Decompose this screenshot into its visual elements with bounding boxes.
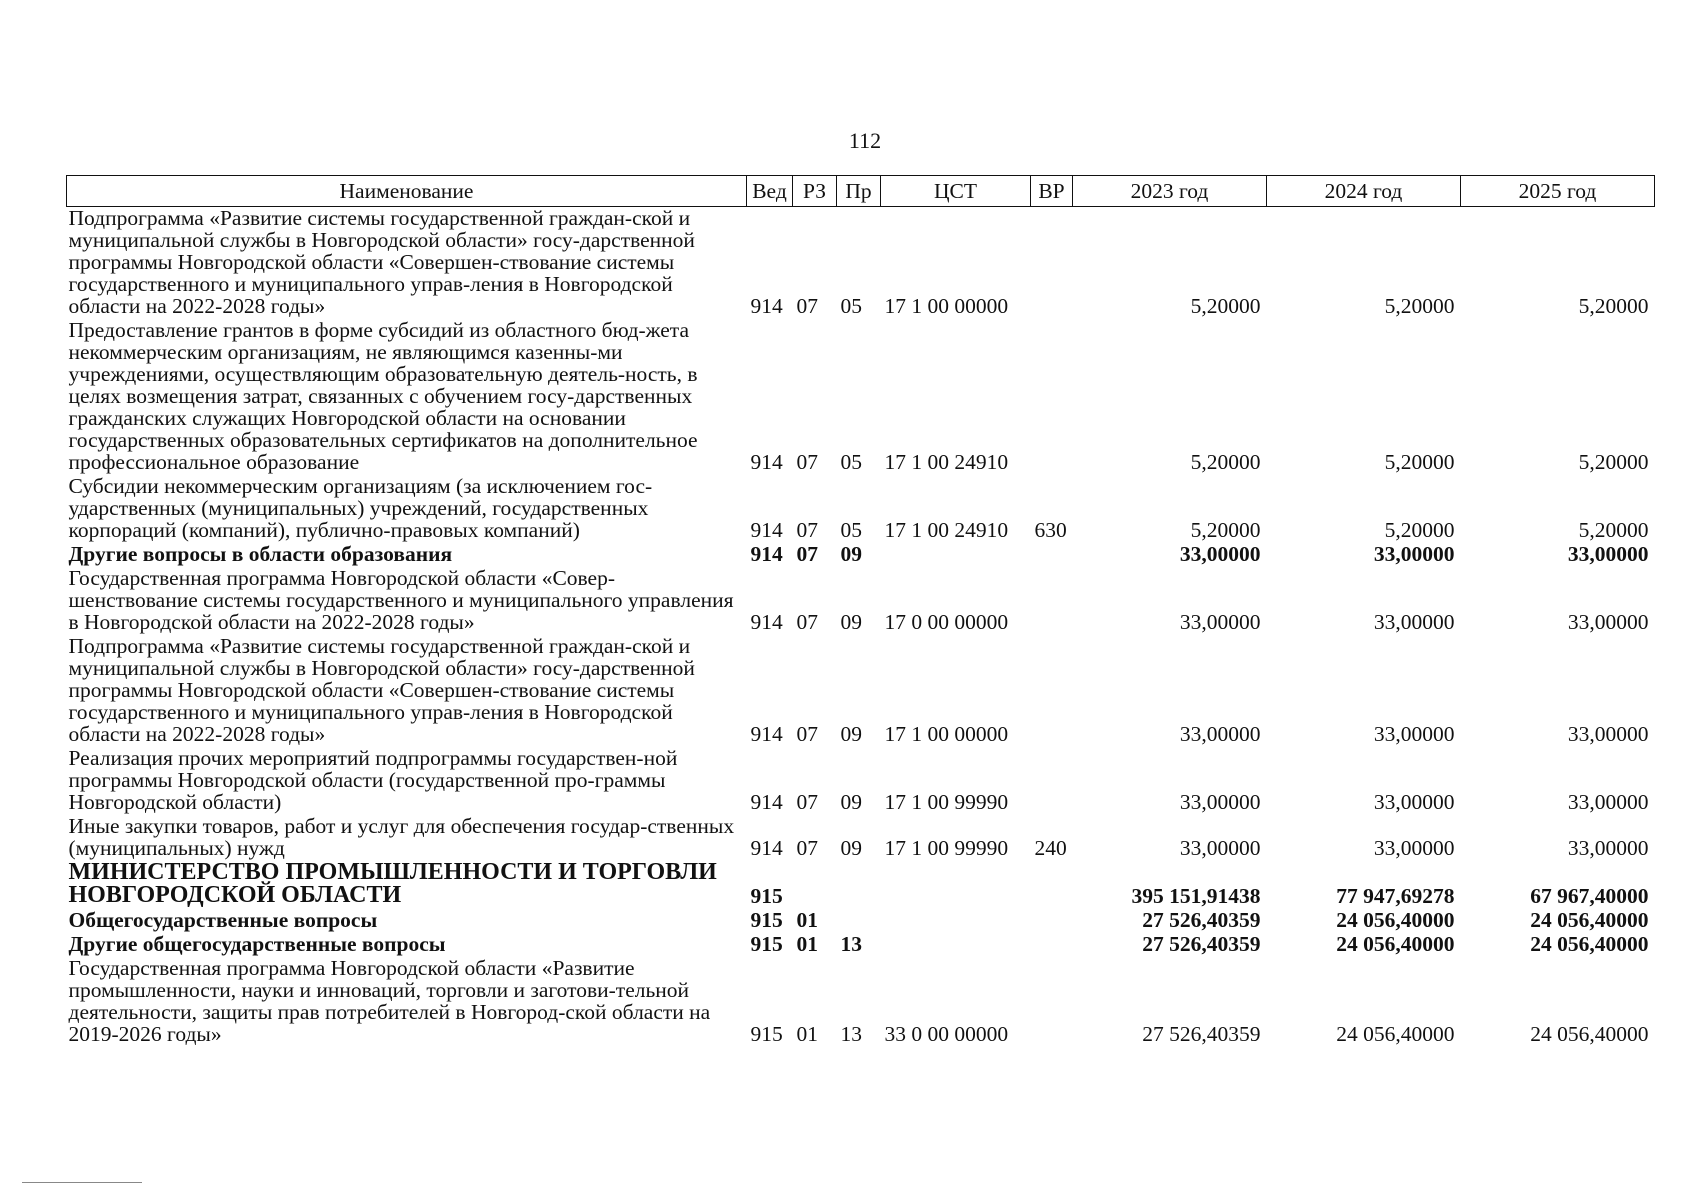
table-row	[67, 635, 1655, 747]
row-rz: 07	[796, 542, 818, 566]
row-vr	[1031, 957, 1073, 1047]
row-value-2023: 33,00000	[1179, 836, 1261, 860]
row-value-2025: 24 056,40000	[1530, 908, 1649, 932]
row-pr: 13	[840, 1022, 862, 1046]
header-2024: 2024 год	[1267, 176, 1461, 207]
row-vr: 630	[1034, 518, 1067, 542]
row-name: Субсидии некоммерческим организациям (за исключением гос-ударственных (муниципальных) учреждений, государственных корпораций (компаний), публично-правовых компаний)	[68, 474, 653, 542]
row-value-2024: 33,00000	[1373, 722, 1455, 746]
table-row	[67, 475, 1655, 543]
table-row	[67, 861, 1655, 909]
row-rz	[793, 861, 837, 909]
row-pr	[837, 909, 881, 933]
row-value-2023: 33,00000	[1179, 610, 1261, 634]
row-name: Предоставление грантов в форме субсидий из областного бюд-жета некоммерческим организациям, не являющимся казенны-ми учреждениями, осуществляющим образовательную деятель-ность, в целях возмещения затрат, связанных с обучением госу-дарственных гражданских служащих Новгородской области на основании государственных образовательных сертификатов на дополнительное профессиональное образование	[68, 318, 698, 474]
row-value-2024: 5,20000	[1384, 518, 1455, 542]
row-name: Подпрограмма «Развитие системы государственной граждан-ской и муниципальной службы в Новгородской области» госу-дарственной программы Новгородской области «Совершен-ствование системы государственного и муниципального управ-ления в Новгородской области на 2022-2028 годы»	[68, 206, 695, 318]
row-value-2025: 33,00000	[1567, 542, 1649, 566]
row-cst: 17 1 00 24910	[884, 518, 1009, 542]
row-ved: 914	[750, 450, 783, 474]
table-row	[67, 815, 1655, 861]
row-cst: 17 1 00 00000	[884, 722, 1009, 746]
row-ved: 914	[750, 542, 783, 566]
row-value-2024: 33,00000	[1373, 836, 1455, 860]
row-vr	[1031, 319, 1073, 475]
row-value-2025: 5,20000	[1578, 518, 1649, 542]
row-ved: 915	[750, 1022, 783, 1046]
row-pr: 09	[840, 542, 862, 566]
row-name: Реализация прочих мероприятий подпрограммы государствен-ной программы Новгородской области (государственной про-граммы Новгородской области)	[68, 746, 678, 814]
row-ved: 915	[750, 884, 783, 908]
row-pr: 05	[840, 518, 862, 542]
row-pr: 13	[840, 932, 862, 956]
row-cst: 17 1 00 99990	[884, 836, 1009, 860]
row-value-2023: 5,20000	[1190, 518, 1261, 542]
row-ved: 914	[750, 610, 783, 634]
row-name: Государственная программа Новгородской области «Совер-шенствование системы государственного и муниципального управления в Новгородской области на 2022-2028 годы»	[68, 566, 734, 634]
row-value-2025: 33,00000	[1567, 722, 1649, 746]
row-ved: 915	[750, 932, 783, 956]
row-value-2024: 5,20000	[1384, 294, 1455, 318]
page-number: 112	[848, 128, 882, 153]
row-name: МИНИСТЕРСТВО ПРОМЫШЛЕННОСТИ И ТОРГОВЛИ НОВГОРОДСКОЙ ОБЛАСТИ	[68, 859, 717, 908]
row-ved: 915	[750, 908, 783, 932]
row-name: Общегосударственные вопросы	[68, 908, 378, 932]
row-vr	[1031, 207, 1073, 320]
row-value-2023: 5,20000	[1190, 450, 1261, 474]
row-cst: 17 1 00 24910	[884, 450, 1009, 474]
table-body	[67, 207, 1655, 1048]
header-vr: ВР	[1031, 176, 1073, 207]
header-rz: РЗ	[793, 176, 837, 207]
row-vr	[1031, 933, 1073, 957]
row-pr: 05	[840, 450, 862, 474]
row-cst: 17 1 00 99990	[884, 790, 1009, 814]
header-pr: Пр	[837, 176, 881, 207]
row-cst	[881, 933, 1031, 957]
row-value-2025: 24 056,40000	[1530, 1022, 1649, 1046]
row-vr	[1031, 567, 1073, 635]
row-ved: 914	[750, 518, 783, 542]
row-pr: 09	[840, 836, 862, 860]
table-row	[67, 747, 1655, 815]
row-value-2023: 27 526,40359	[1142, 908, 1261, 932]
table-row	[67, 319, 1655, 475]
row-name: Государственная программа Новгородской области «Развитие промышленности, науки и инноваций, торговли и заготови-тельной деятельности, защиты прав потребителей в Новгород-ской области на 2019-2026 годы»	[68, 956, 711, 1046]
row-vr	[1031, 747, 1073, 815]
row-value-2025: 33,00000	[1567, 790, 1649, 814]
row-rz: 07	[796, 836, 818, 860]
header-ved: Вед	[747, 176, 793, 207]
row-vr	[1031, 635, 1073, 747]
table-row	[67, 543, 1655, 567]
row-rz: 07	[796, 518, 818, 542]
row-rz: 01	[796, 932, 818, 956]
header-name: Наименование	[67, 176, 747, 207]
row-value-2024: 24 056,40000	[1336, 932, 1455, 956]
row-cst: 17 1 00 00000	[884, 294, 1009, 318]
row-value-2025: 33,00000	[1567, 610, 1649, 634]
row-value-2023: 5,20000	[1190, 294, 1261, 318]
row-value-2024: 33,00000	[1373, 610, 1455, 634]
table-row	[67, 909, 1655, 933]
row-value-2023: 27 526,40359	[1142, 1022, 1261, 1046]
row-vr	[1031, 909, 1073, 933]
row-value-2023: 33,00000	[1179, 542, 1261, 566]
row-cst: 33 0 00 00000	[884, 1022, 1009, 1046]
row-value-2024: 33,00000	[1373, 790, 1455, 814]
row-value-2023: 33,00000	[1179, 790, 1261, 814]
row-rz: 07	[796, 450, 818, 474]
row-rz: 07	[796, 610, 818, 634]
row-vr: 240	[1034, 836, 1067, 860]
header-2025: 2025 год	[1461, 176, 1655, 207]
row-value-2025: 33,00000	[1567, 836, 1649, 860]
row-ved: 914	[750, 790, 783, 814]
header-2023: 2023 год	[1073, 176, 1267, 207]
row-value-2024: 5,20000	[1384, 450, 1455, 474]
row-name: Другие общегосударственные вопросы	[68, 932, 446, 956]
row-pr: 09	[840, 722, 862, 746]
scan-artifact-line	[22, 1182, 142, 1183]
row-value-2025: 24 056,40000	[1530, 932, 1649, 956]
table-row	[67, 957, 1655, 1047]
row-rz: 07	[796, 722, 818, 746]
row-cst: 17 0 00 00000	[884, 610, 1009, 634]
row-value-2024: 33,00000	[1373, 542, 1455, 566]
row-value-2024: 77 947,69278	[1336, 884, 1455, 908]
row-value-2024: 24 056,40000	[1336, 1022, 1455, 1046]
row-cst	[881, 909, 1031, 933]
row-value-2023: 395 151,91438	[1131, 884, 1261, 908]
row-rz: 07	[796, 790, 818, 814]
row-pr: 09	[840, 610, 862, 634]
row-ved: 914	[750, 836, 783, 860]
row-cst	[881, 861, 1031, 909]
row-rz: 01	[796, 908, 818, 932]
row-value-2023: 33,00000	[1179, 722, 1261, 746]
row-name: Подпрограмма «Развитие системы государственной граждан-ской и муниципальной службы в Новгородской области» госу-дарственной программы Новгородской области «Совершен-ствование системы государственного и муниципального управ-ления в Новгородской области на 2022-2028 годы»	[68, 634, 695, 746]
row-vr	[1031, 861, 1073, 909]
row-vr	[1031, 543, 1073, 567]
row-value-2023: 27 526,40359	[1142, 932, 1261, 956]
row-rz: 07	[796, 294, 818, 318]
budget-table	[66, 175, 1655, 1047]
table-row	[67, 567, 1655, 635]
row-name: Иные закупки товаров, работ и услуг для обеспечения государ-ственных (муниципальных) нужд	[68, 814, 735, 860]
row-ved: 914	[750, 294, 783, 318]
row-rz: 01	[796, 1022, 818, 1046]
row-cst	[881, 543, 1031, 567]
row-value-2024: 24 056,40000	[1336, 908, 1455, 932]
header-cst: ЦСТ	[881, 176, 1031, 207]
row-value-2025: 5,20000	[1578, 294, 1649, 318]
row-value-2025: 5,20000	[1578, 450, 1649, 474]
row-value-2025: 67 967,40000	[1530, 884, 1649, 908]
table-row	[67, 933, 1655, 957]
row-pr: 05	[840, 294, 862, 318]
table-header-row	[67, 176, 1655, 207]
row-pr: 09	[840, 790, 862, 814]
table-row	[67, 207, 1655, 320]
row-pr	[837, 861, 881, 909]
row-name: Другие вопросы в области образования	[68, 542, 453, 566]
row-ved: 914	[750, 722, 783, 746]
